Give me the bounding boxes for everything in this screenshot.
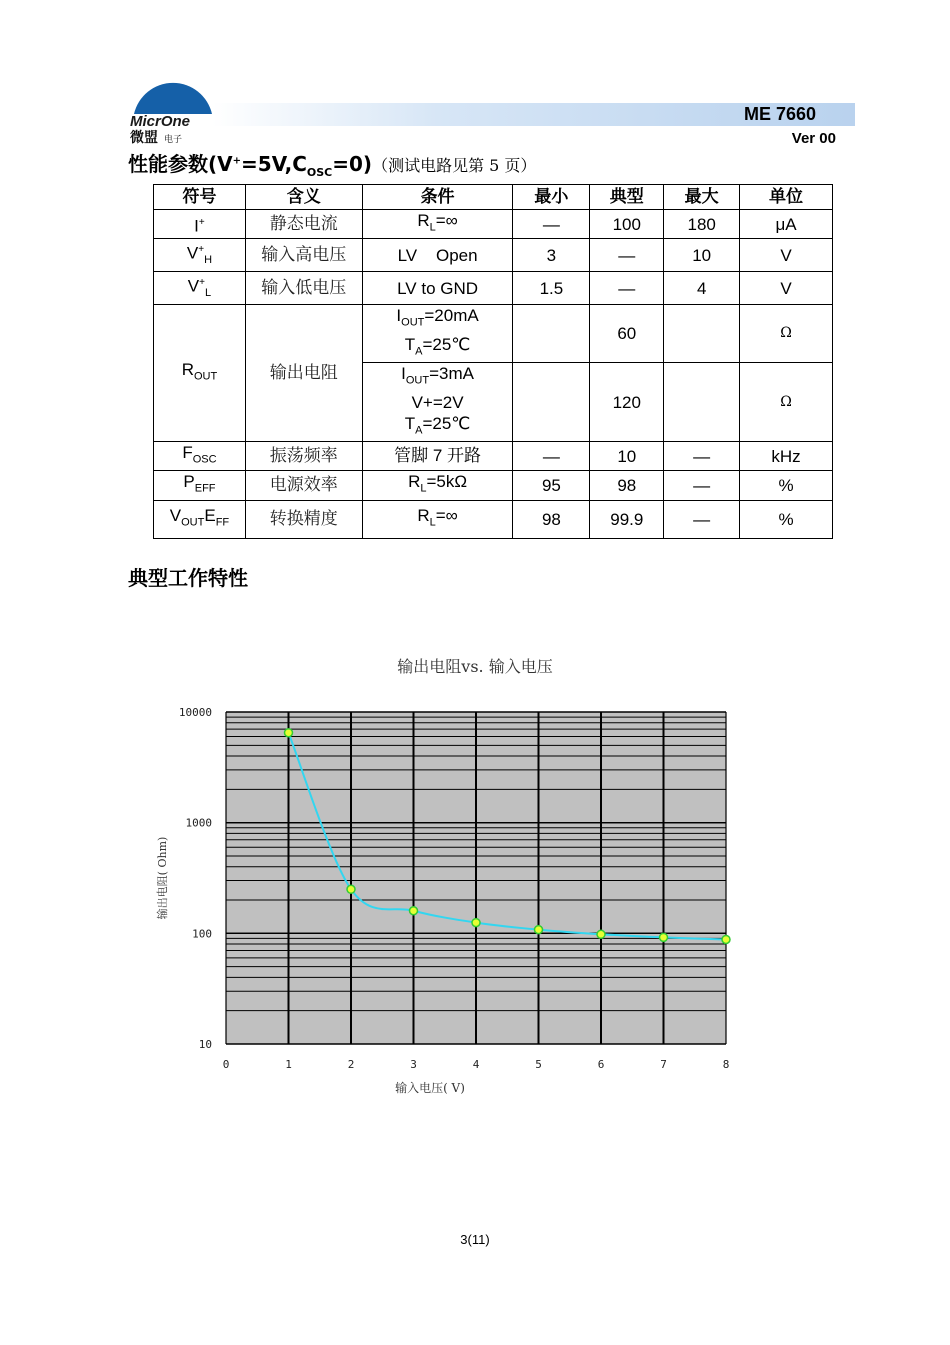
microne-logo	[128, 72, 218, 144]
cell-condition: LV to GND	[362, 272, 513, 305]
cell-min: 3	[513, 239, 590, 272]
chart-title: 输出电阻vs. 输入电压	[397, 657, 553, 676]
cell-symbol: $V^+_L$	[154, 272, 246, 305]
cell-max	[664, 363, 740, 442]
perf-section-title: 性能参数$(V^+=5V,C_{OSC}=0)$（测试电路见第 5 页）	[128, 152, 537, 179]
table-row	[154, 305, 833, 363]
x-tick-label: 8	[722, 1058, 730, 1071]
cell-meaning: 电源效率	[245, 471, 362, 500]
cell-meaning: 静态电流	[245, 210, 362, 239]
cell-min: 98	[513, 500, 590, 538]
x-tick-label: 7	[660, 1058, 667, 1071]
cell-unit: kHz	[740, 442, 833, 471]
cell-symbol: $R_{OUT}$	[154, 305, 246, 442]
x-tick-label: 0	[222, 1058, 230, 1071]
cell-min	[513, 305, 590, 363]
logo-cn-small: 电子	[164, 135, 183, 144]
typical-section-title: 典型工作特性	[128, 566, 248, 590]
cell-symbol: $P_{EFF}$	[154, 471, 246, 500]
header-typ: 典型	[590, 185, 664, 210]
cell-typ: —	[590, 239, 664, 272]
doc-version: Ver 00	[791, 130, 836, 147]
spec-table	[153, 184, 833, 539]
x-tick-label: 1	[285, 1058, 292, 1071]
cell-typ: 120	[590, 363, 664, 442]
data-point	[285, 729, 293, 737]
perf-section-note: （测试电路见第 5 页）	[372, 156, 537, 175]
cell-unit: V	[740, 239, 833, 272]
x-tick-label: 6	[597, 1058, 605, 1071]
page-number: 3(11)	[460, 1232, 490, 1247]
y-tick-label: 1000	[185, 816, 212, 830]
cell-max: —	[664, 442, 740, 471]
cell-condition: $I_{OUT}=3mA$ V+=2V $T_A=25℃$	[362, 363, 513, 442]
header-unit: 单位	[740, 185, 833, 210]
cell-condition: LV Open	[362, 239, 513, 272]
cell-meaning: 输入低电压	[245, 272, 362, 305]
chart-grid	[226, 712, 726, 1044]
logo-cn: 微盟	[130, 130, 158, 144]
cell-unit: %	[740, 500, 833, 538]
cell-typ: 99.9	[590, 500, 664, 538]
cell-condition: $R_L=5k\Omega$	[362, 471, 513, 500]
header-max: 最大	[664, 185, 740, 210]
cell-symbol: I+	[154, 210, 246, 239]
cell-max: —	[664, 500, 740, 538]
x-tick-label: 5	[535, 1058, 542, 1071]
cell-condition: $R_L=\infty$	[362, 210, 513, 239]
x-tick-label: 2	[347, 1058, 355, 1071]
table-row	[154, 442, 833, 471]
cell-min: 95	[513, 471, 590, 500]
resistance-vs-voltage-chart	[140, 690, 760, 1110]
cell-typ: 100	[590, 210, 664, 239]
cell-meaning: 振荡频率	[245, 442, 362, 471]
x-axis-label: 输入电压( V)	[395, 1081, 465, 1095]
cell-max: 4	[664, 272, 740, 305]
cell-typ: 98	[590, 471, 664, 500]
cell-meaning: 输出电阻	[245, 305, 362, 442]
table-row	[154, 210, 833, 239]
data-point	[472, 919, 480, 927]
table-row	[154, 239, 833, 272]
table-row	[154, 500, 833, 538]
cell-typ: 60	[590, 305, 664, 363]
data-point	[347, 885, 355, 893]
cell-min: —	[513, 210, 590, 239]
cell-max: —	[664, 471, 740, 500]
cell-condition: $R_L=\infty$	[362, 500, 513, 538]
cell-min	[513, 363, 590, 442]
logo-latin: MicrOne	[130, 113, 191, 130]
cell-unit: Ω	[740, 363, 833, 442]
cell-max: 180	[664, 210, 740, 239]
cell-symbol: $V_{OUT}E_{FF}$	[154, 500, 246, 538]
cell-typ: 10	[590, 442, 664, 471]
x-tick-labels	[223, 1058, 730, 1071]
cell-unit: μA	[740, 210, 833, 239]
cell-unit: V	[740, 272, 833, 305]
x-tick-label: 3	[410, 1058, 417, 1071]
cell-unit: %	[740, 471, 833, 500]
y-tick-label: 100	[192, 927, 212, 941]
y-tick-label: 10	[198, 1038, 212, 1051]
cell-typ: —	[590, 272, 664, 305]
header-min: 最小	[513, 185, 590, 210]
cell-meaning: 转换精度	[245, 500, 362, 538]
table-row	[154, 272, 833, 305]
table-row	[154, 471, 833, 500]
cell-symbol: $V^+_H$	[154, 239, 246, 272]
table-header-row	[154, 185, 833, 210]
data-point	[410, 907, 418, 915]
y-tick-labels	[179, 706, 212, 1051]
cell-unit: Ω	[740, 305, 833, 363]
cell-condition: $I_{OUT}=20mA$ $T_A=25℃$	[362, 305, 513, 363]
y-axis-label: 输出电阻( Ohm)	[156, 836, 169, 920]
cell-max: 10	[664, 239, 740, 272]
cell-symbol: $F_{OSC}$	[154, 442, 246, 471]
cell-min: 1.5	[513, 272, 590, 305]
cell-max	[664, 305, 740, 363]
data-point	[660, 933, 668, 941]
header-condition: 条件	[362, 185, 513, 210]
data-point	[597, 930, 605, 938]
cell-meaning: 输入高电压	[245, 239, 362, 272]
data-point	[722, 935, 730, 943]
cell-condition: 管脚 7 开路	[362, 442, 513, 471]
header-symbol: 符号	[154, 185, 246, 210]
header-meaning: 含义	[245, 185, 362, 210]
cell-min: —	[513, 442, 590, 471]
doc-id: ME 7660	[743, 104, 816, 124]
y-tick-label: 10000	[178, 706, 212, 719]
data-point	[535, 926, 543, 934]
x-tick-label: 4	[472, 1058, 480, 1071]
